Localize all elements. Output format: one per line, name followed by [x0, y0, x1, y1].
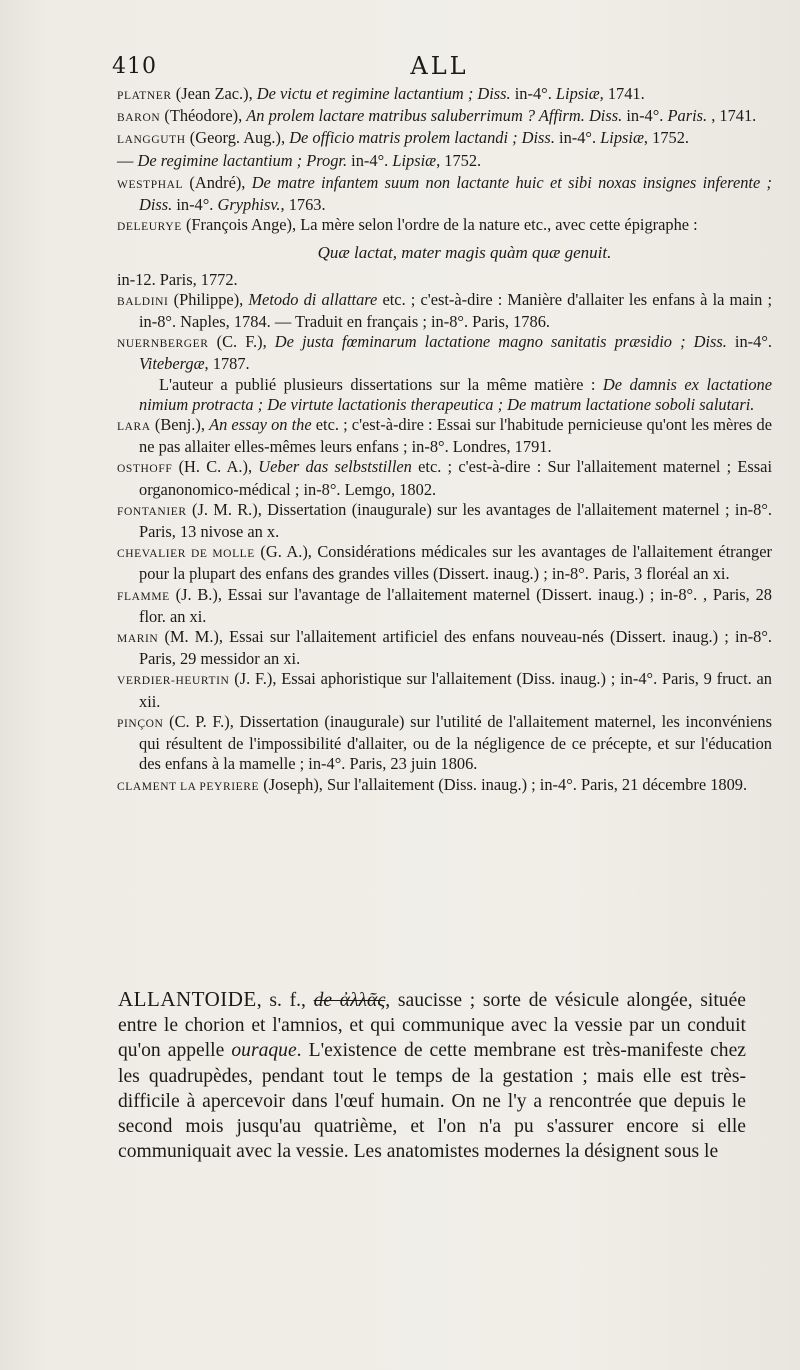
- bib-entry: CLAMENT LA PEYRIERE (Joseph), Sur l'allaitement (Diss. inaug.) ; in-4°. Paris, 21 décembre 1809.: [117, 774, 748, 794]
- page-header: [112, 52, 767, 84]
- bib-entry: FONTANIER (J. M. R.), Dissertation (inaugurale) sur les avantages de l'allaitement maternel ; in-8°. Paris, 13 nivose an x.: [117, 499, 772, 542]
- bib-entry: DELEURYE (François Ange), La mère selon l'ordre de la nature etc., avec cette épigraphe :: [117, 215, 698, 235]
- etymology: de ἀλλᾶς: [313, 990, 386, 1011]
- bib-entry: OSTHOFF (H. C. A.), Ueber das selbststillen etc. ; c'est-à-dire : Sur l'allaitement maternel ; Essai organonomico-médical ; in-8°. Lemgo, 1802.: [117, 457, 773, 499]
- dictionary-article: [118, 987, 746, 1164]
- article-term: ouraque: [231, 1040, 297, 1062]
- bib-entry: CHEVALIER DE MOLLE (G. A.), Considérations médicales sur les avantages de l'allaitement étranger pour la plupart des enfans des grandes villes (Dissert. inaug.) ; in-8°. Paris, 3 floréal an xi.: [117, 542, 772, 584]
- article-text: , saucisse ; sorte de vésicule alongée, située entre le chorion et l'amnios, et qui communique avec la vessie par un conduit qu'on appelle: [118, 990, 746, 1062]
- running-head: ALL: [410, 52, 469, 80]
- bib-entry: MARIN (M. M.), Essai sur l'allaitement artificiel des enfans nouveau-nés (Dissert. inaug.) ; in-8°. Paris, 29 messidor an xi.: [117, 627, 773, 669]
- page-number: 410: [112, 54, 157, 79]
- article-text: . L'existence de cette membrane est très-manifeste chez les quadrupèdes, pendant tout le temps de la gestation ; mais elle est très-difficile à apercevoir dans l'œuf humain. On ne l'y a rencontrée que depuis le second mois jusqu'au quatrième, et l'on n'a pu s'assurer encore si elle communiquait avec la vessie. Les anatomistes modernes la désignent sous le: [118, 1040, 746, 1163]
- bib-entry: BALDINI (Philippe), Metodo di allattare etc. ; c'est-à-dire : Manière d'allaiter les enfans à la main ; in-8°. Naples, 1784. — Traduit en français ; in-8°. Paris, 1786.: [117, 289, 773, 332]
- bib-entry: — De regimine lactantium ; Progr. in-4°. Lipsiæ, 1752.: [117, 150, 482, 170]
- bibliography: [117, 84, 772, 797]
- headword: ALLANTOIDE: [118, 987, 257, 1011]
- bib-entry: PLATNER (Jean Zac.), De victu et regimine lactantium ; Diss. in-4°. Lipsiæ, 1741.: [117, 84, 645, 103]
- bib-entry: NUERNBERGER (C. F.), De justa fœminarum lactatione magno sanitatis præsidio ; Diss. in-4°. Vitebergæ, 1787.: [117, 332, 772, 374]
- bib-entry: BARON (Théodore), An prolem lactare matribus saluberrimum ? Affirm. Diss. in-4°. Paris. , 1741.: [117, 106, 757, 126]
- bib-entry: WESTPHAL (André), De matre infantem suum non lactante huic et sibi noxas insignes inferente ; Diss. in-4°. Gryphisv., 1763.: [117, 172, 772, 215]
- author-note: L'auteur a publié plusieurs dissertations sur la même matière : De damnis ex lactatione nimium protracta ; De virtute lactationis therapeutica ; De matrum lactatione soboli salutari.: [139, 374, 772, 414]
- bib-entry: PINÇON (C. P. F.), Dissertation (inaugurale) sur l'utilité de l'allaitement maternel, les inconvéniens qui résultent de l'impossibilité d'allaiter, ou de la négligence de ce précepte, et sur l'éducation des enfans à la mamelle ; in-4°. Paris, 23 juin 1806.: [117, 711, 772, 774]
- bib-entry: LARA (Benj.), An essay on the etc. ; c'est-à-dire : Essai sur l'habitude pernicieuse qu'ont les mères de ne pas allaiter elles-mêmes leurs enfans ; in-8°. Londres, 1791.: [117, 415, 773, 457]
- bib-entry: LANGGUTH (Georg. Aug.), De officio matris prolem lactandi ; Diss. in-4°. Lipsiæ, 1752.: [117, 128, 689, 148]
- epigraph: Quæ lactat, mater magis quàm quæ genuit.: [317, 243, 612, 263]
- imprint-line: in-12. Paris, 1772.: [117, 269, 238, 289]
- grammar-label: , s. f.,: [256, 990, 314, 1011]
- bib-entry: VERDIER-HEURTIN (J. F.), Essai aphoristique sur l'allaitement (Diss. inaug.) ; in-4°. Paris, 9 fruct. an xii.: [117, 669, 773, 711]
- bib-entry: FLAMME (J. B.), Essai sur l'avantage de l'allaitement maternel (Dissert. inaug.) ; in-8°. , Paris, 28 flor. an xi.: [117, 584, 772, 626]
